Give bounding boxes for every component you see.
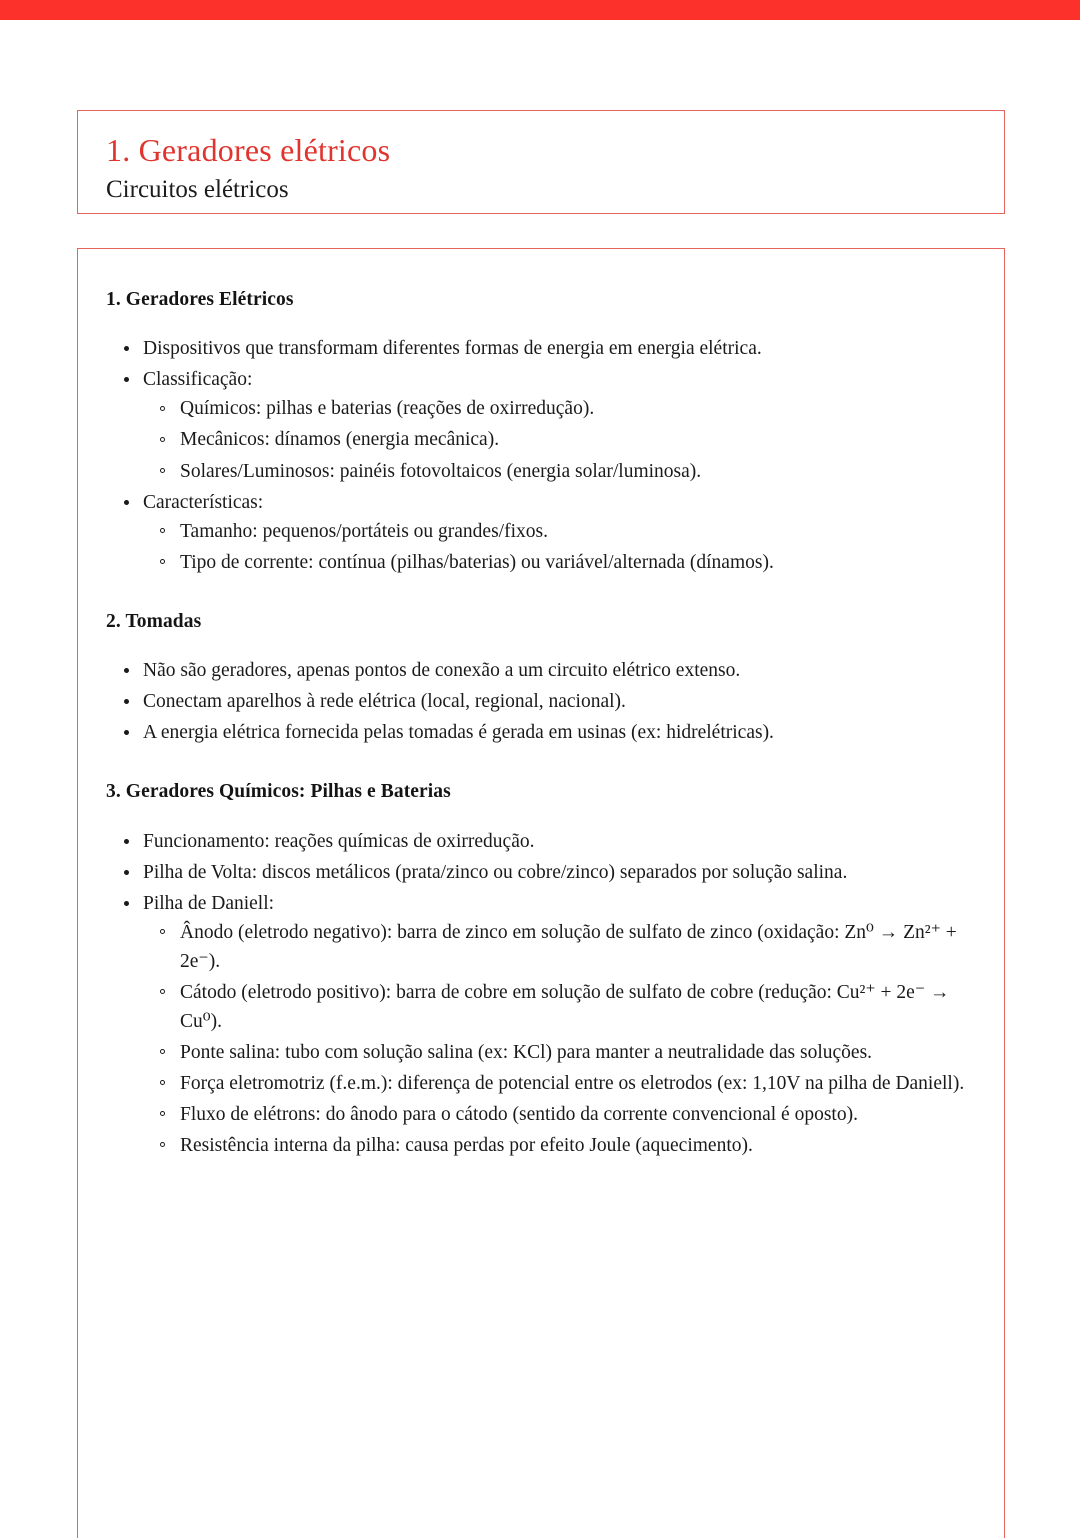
section-list	[106, 656, 978, 747]
sub-list-item	[143, 1069, 978, 1098]
list-item	[106, 365, 978, 485]
list-item-text: Pilha de Daniell:	[143, 892, 275, 914]
sub-list-item	[143, 425, 978, 454]
list-item	[106, 827, 978, 856]
list-item-text: A energia elétrica fornecida pelas tomadas é gerada em usinas (ex: hidrelétricas).	[143, 722, 774, 744]
sub-list-item	[143, 394, 978, 423]
page-subtitle: Circuitos elétricos	[106, 175, 289, 203]
section-heading: 2. Tomadas	[106, 610, 202, 632]
sub-list-item	[143, 517, 978, 546]
list-item-text: Mecânicos: dínamos (energia mecânica).	[180, 429, 500, 451]
list-item-text: Tipo de corrente: contínua (pilhas/baterias) ou variável/alternada (dínamos).	[180, 551, 774, 573]
list-item	[106, 334, 978, 363]
sub-list-item	[143, 548, 978, 577]
list-item-text: Classificação:	[143, 369, 253, 391]
list-item-text: Características:	[143, 491, 264, 513]
bullet-disc-icon	[124, 730, 129, 735]
top-accent-bar	[0, 0, 1080, 20]
content-section	[106, 779, 978, 1160]
list-item-text: Resistência interna da pilha: causa perdas por efeito Joule (aquecimento).	[180, 1135, 753, 1157]
list-item	[106, 488, 978, 577]
bullet-circle-icon	[160, 989, 165, 994]
list-item-text: Conectam aparelhos à rede elétrica (local, regional, nacional).	[143, 691, 626, 713]
bullet-disc-icon	[124, 699, 129, 704]
list-item-text: Químicos: pilhas e baterias (reações de oxirredução).	[180, 398, 595, 420]
sub-list-item	[143, 1038, 978, 1067]
bullet-disc-icon	[124, 901, 129, 906]
list-item	[106, 718, 978, 747]
sub-list	[143, 517, 978, 577]
list-item	[106, 687, 978, 716]
bullet-circle-icon	[160, 559, 165, 564]
section-spacer	[106, 753, 978, 779]
sub-list-item	[143, 918, 978, 976]
list-item-text: Cátodo (eletrodo positivo): barra de cobre em solução de sulfato de cobre (redução: Cu²⁺ + 2e⁻ → Cu⁰).	[180, 981, 950, 1032]
sub-list	[143, 394, 978, 485]
sub-list	[143, 918, 978, 1160]
list-item-text: Ponte salina: tubo com solução salina (ex: KCl) para manter a neutralidade das soluções.	[180, 1041, 873, 1063]
sub-list-item	[143, 1131, 978, 1160]
section-spacer	[106, 583, 978, 609]
list-item-text: Ânodo (eletrodo negativo): barra de zinco em solução de sulfato de zinco (oxidação: Zn⁰ → Zn²⁺ + 2e⁻).	[180, 921, 957, 972]
sub-list-item	[143, 1100, 978, 1129]
list-item-text: Não são geradores, apenas pontos de conexão a um circuito elétrico extenso.	[143, 660, 741, 682]
bullet-disc-icon	[124, 500, 129, 505]
section-heading: 3. Geradores Químicos: Pilhas e Baterias	[106, 781, 451, 803]
sub-list-item	[143, 457, 978, 486]
section-heading: 1. Geradores Elétricos	[106, 289, 294, 310]
bullet-circle-icon	[160, 929, 165, 934]
bullet-circle-icon	[160, 1111, 165, 1116]
sections-container	[106, 287, 978, 1160]
list-item-text: Dispositivos que transformam diferentes formas de energia em energia elétrica.	[143, 338, 762, 360]
list-item-text: Fluxo de elétrons: do ânodo para o cátodo (sentido da corrente convencional é oposto).	[180, 1103, 858, 1125]
list-item-text: Funcionamento: reações químicas de oxirredução.	[143, 830, 535, 852]
page-title: 1. Geradores elétricos	[106, 132, 391, 168]
section-list	[106, 827, 978, 1161]
bullet-circle-icon	[160, 1080, 165, 1085]
bullet-circle-icon	[160, 528, 165, 533]
bullet-disc-icon	[124, 377, 129, 382]
list-item-text: Solares/Luminosos: painéis fotovoltaicos (energia solar/luminosa).	[180, 460, 702, 482]
bullet-disc-icon	[124, 668, 129, 673]
sub-list-item	[143, 978, 978, 1036]
bullet-circle-icon	[160, 1142, 165, 1147]
bullet-disc-icon	[124, 839, 129, 844]
document-page	[0, 20, 1080, 1528]
list-item-text: Pilha de Volta: discos metálicos (prata/zinco ou cobre/zinco) separados por solução salina.	[143, 861, 848, 883]
content-section	[106, 609, 978, 747]
bullet-circle-icon	[160, 468, 165, 473]
list-item	[106, 656, 978, 685]
bullet-circle-icon	[160, 437, 165, 442]
bullet-disc-icon	[124, 346, 129, 351]
bullet-circle-icon	[160, 406, 165, 411]
section-list	[106, 334, 978, 576]
content-section	[106, 287, 978, 577]
list-item	[106, 858, 978, 887]
list-item	[106, 889, 978, 1160]
title-card	[77, 110, 1005, 214]
bullet-circle-icon	[160, 1049, 165, 1054]
list-item-text: Força eletromotriz (f.e.m.): diferença de potencial entre os eletrodos (ex: 1,10V na pilha de Daniell).	[180, 1072, 965, 1094]
bullet-disc-icon	[124, 870, 129, 875]
list-item-text: Tamanho: pequenos/portáteis ou grandes/fixos.	[180, 520, 548, 542]
content-card	[77, 248, 1005, 1538]
